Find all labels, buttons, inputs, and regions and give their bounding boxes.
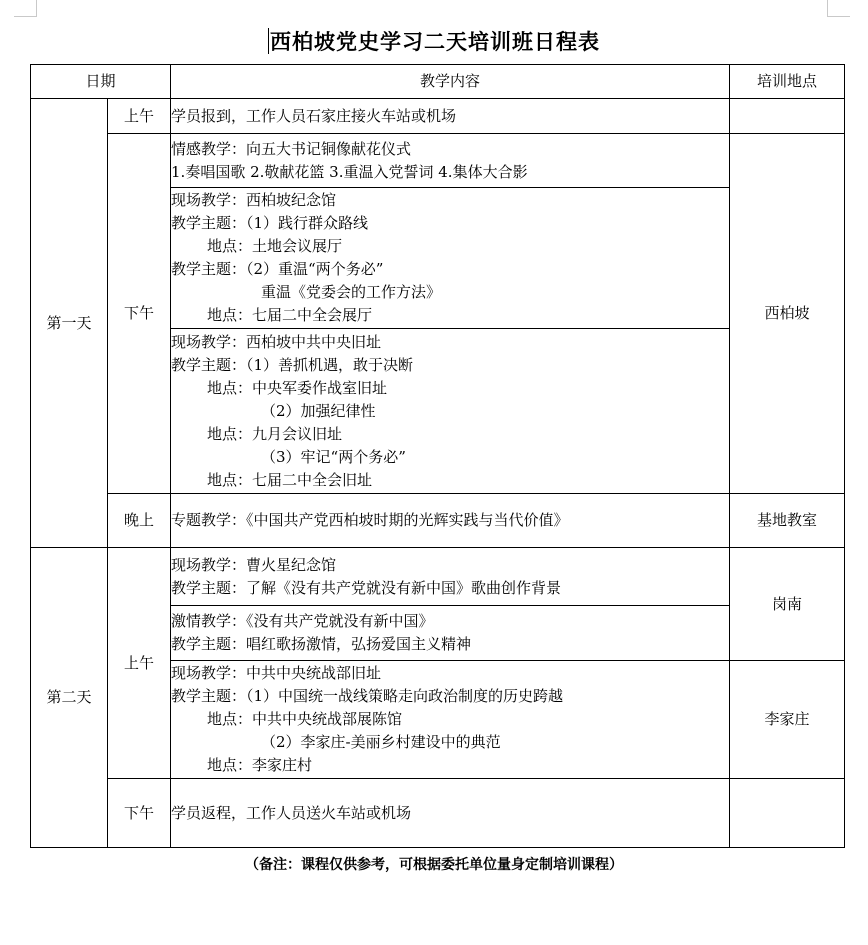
content-line: 地点：土地会议展厅: [207, 237, 343, 255]
day1-morning-row: [31, 99, 845, 134]
content-line: 地点：七届二中全会展厅: [207, 306, 373, 324]
day1-afternoon-row-1: [31, 134, 845, 188]
day2-afternoon-row: [31, 779, 845, 848]
content-line: 地点：七届二中全会旧址: [207, 470, 373, 489]
day1-evening-content: [171, 494, 730, 548]
day2-label: 第二天: [31, 548, 108, 848]
day1-morning-period: 上午: [108, 99, 171, 134]
content-line: 1.奏唱国歌 2.敬献花篮 3.重温入党誓词 4.集体大合影: [171, 162, 528, 181]
page-corner-mark-left: [14, 0, 37, 17]
day2-morning-location-1: 岗南: [730, 548, 845, 661]
day2-morning-block-1: [171, 548, 730, 606]
day2-afternoon-location: [730, 779, 845, 848]
content-line: 教学主题：（1）践行群众路线: [171, 214, 369, 232]
title-text: 西柏坡党史学习二天培训班日程表: [270, 29, 600, 54]
content-line: 现场教学：中共中央统战部旧址: [171, 664, 382, 682]
content-line: 专题教学：《中国共产党西柏坡时期的光辉实践与当代价值》: [171, 511, 569, 529]
day1-label: 第一天: [31, 99, 108, 548]
content-line: 现场教学：曹火星纪念馆: [171, 555, 337, 574]
header-content: 教学内容: [171, 65, 730, 99]
content-line: 地点：中共中央统战部展陈馆: [207, 710, 403, 728]
content-line: 地点：中央军委作战室旧址: [207, 378, 388, 397]
text-cursor: [268, 28, 269, 54]
day2-morning-location-2: 李家庄: [730, 661, 845, 779]
content-line: 情感教学：向五大书记铜像献花仪式: [171, 139, 412, 158]
content-line: 教学主题：（2）重温“两个务必”: [171, 260, 384, 278]
day1-afternoon-block-1: [171, 134, 730, 188]
day1-evening-location: 基地教室: [730, 494, 845, 548]
content-line: 教学主题：（1）善抓机遇，敢于决断: [171, 355, 414, 374]
content-line: 学员返程，工作人员送火车站或机场: [171, 803, 412, 822]
content-line: 教学主题：唱红歌扬激情，弘扬爱国主义精神: [171, 635, 472, 653]
day1-evening-period: 晚上: [108, 494, 171, 548]
content-line: 教学主题：（1）中国统一战线策略走向政治制度的历史跨越: [171, 687, 564, 705]
day1-morning-location: [730, 99, 845, 134]
page-corner-mark-right: [827, 0, 850, 17]
content-line: 教学主题：了解《没有共产党就没有新中国》歌曲创作背景: [171, 578, 562, 597]
day2-morning-block-2: [171, 606, 730, 661]
day2-afternoon-content: [171, 779, 730, 848]
day1-morning-content: [171, 99, 730, 134]
content-line: 现场教学：西柏坡纪念馆: [171, 191, 337, 209]
content-line: 地点：李家庄村: [207, 756, 313, 774]
day2-morning-row-1: [31, 548, 845, 606]
content-line: 现场教学：西柏坡中共中央旧址: [171, 332, 382, 351]
day1-evening-row: [31, 494, 845, 548]
day1-afternoon-location: 西柏坡: [730, 134, 845, 494]
day2-morning-block-3: [171, 661, 730, 779]
footnote: （备注：课程仅供参考，可根据委托单位量身定制培训课程）: [245, 857, 623, 873]
header-date: 日期: [31, 65, 171, 99]
header-row: [31, 65, 845, 99]
day2-morning-period: 上午: [108, 548, 171, 779]
day2-afternoon-period: 下午: [108, 779, 171, 848]
document-title: [0, 26, 868, 56]
day1-afternoon-block-3: [171, 329, 730, 494]
content-line: （3）牢记“两个务必”: [261, 447, 406, 466]
day1-afternoon-block-2: [171, 188, 730, 329]
content-line: 激情教学：《没有共产党就没有新中国》: [171, 612, 434, 630]
header-location: 培训地点: [730, 65, 845, 99]
content-line: 学员报到，工作人员石家庄接火车站或机场: [171, 106, 457, 125]
schedule-table: [30, 64, 845, 848]
day1-afternoon-period: 下午: [108, 134, 171, 494]
content-line: （2）加强纪律性: [261, 401, 376, 420]
content-line: 重温《党委会的工作方法》: [261, 283, 442, 301]
content-line: （2）李家庄-美丽乡村建设中的典范: [261, 733, 501, 751]
content-line: 地点：九月会议旧址: [207, 424, 343, 443]
